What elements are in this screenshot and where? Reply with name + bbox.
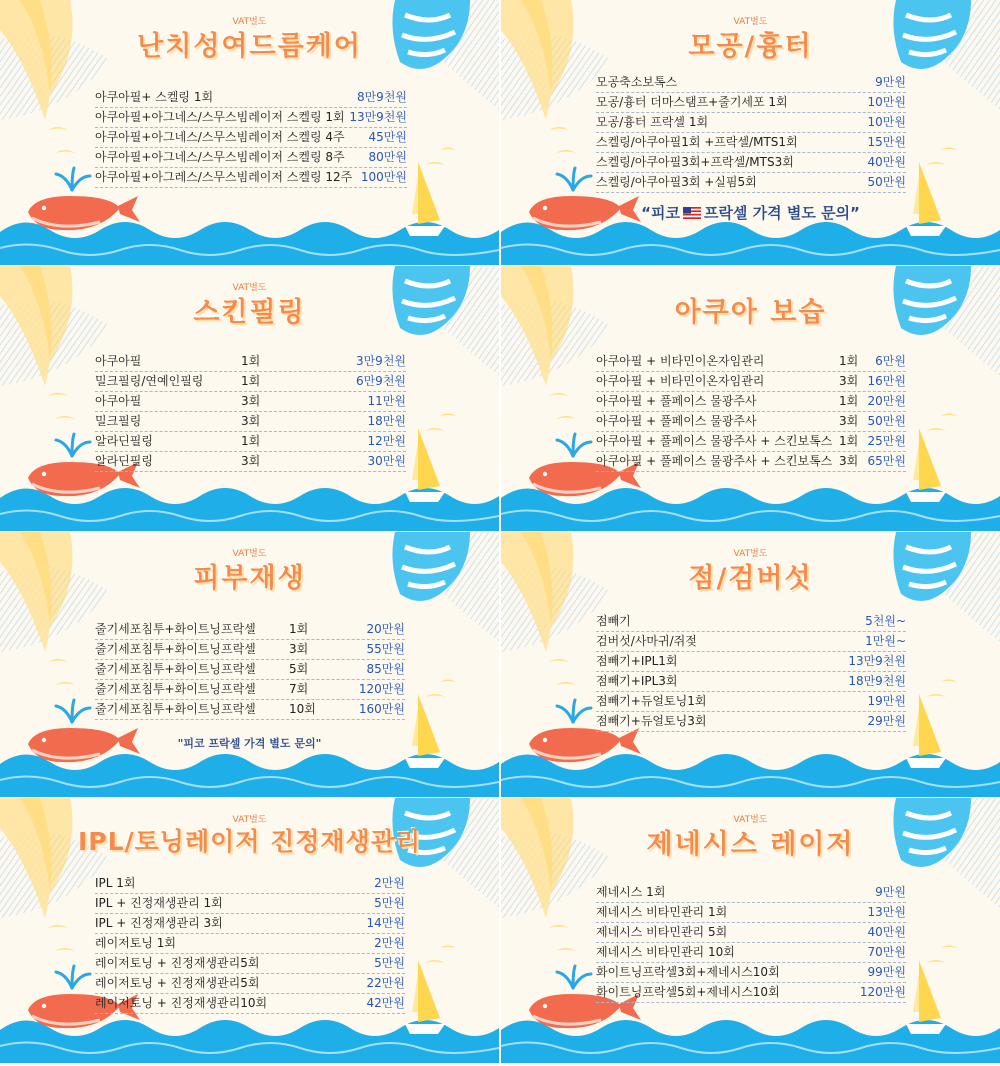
water-spout xyxy=(56,966,90,988)
price-row xyxy=(596,612,906,632)
item-price: 40만원 xyxy=(867,925,906,939)
item-name: 레이저토닝 + 진정재생관리5회 xyxy=(95,956,260,970)
vat-label: VAT별도 xyxy=(733,815,768,825)
price-row xyxy=(596,672,906,692)
item-price: 5만원 xyxy=(374,896,405,910)
vat-label: VAT별도 xyxy=(232,815,267,825)
item-price: 29만원 xyxy=(867,714,906,728)
price-list xyxy=(95,620,405,720)
price-row xyxy=(596,173,906,193)
item-name: 아쿠아필+ 스켈링 1회 xyxy=(95,90,214,104)
item-count: 3회 xyxy=(289,642,309,656)
item-name: 점빼기+듀얼토닝3회 xyxy=(596,714,707,728)
item-count: 1회 xyxy=(241,374,261,388)
panel-skin-peeling xyxy=(0,266,499,532)
item-name: 레이저토닝 + 진정재생관리5회 xyxy=(95,976,260,990)
item-name: 스켈링/아쿠아필3회+프락셀/MTS3회 xyxy=(596,155,794,169)
price-row xyxy=(95,914,405,934)
item-count: 1회 xyxy=(241,434,261,448)
item-count: 3회 xyxy=(839,374,859,388)
price-list xyxy=(596,352,906,472)
item-price: 25만원 xyxy=(867,434,906,448)
item-name: 제네시스 비타민관리 5회 xyxy=(596,925,728,939)
item-name: 점빼기+IPL1회 xyxy=(596,654,678,668)
price-row xyxy=(596,93,906,113)
price-row xyxy=(95,392,406,412)
item-name: 제네시스 비타민관리 1회 xyxy=(596,905,728,919)
item-name: 알라딘필링 xyxy=(95,454,153,468)
vat-label: VAT별도 xyxy=(733,549,768,559)
item-price: 20만원 xyxy=(867,394,906,408)
inquiry-note: "피코 프락셀 가격 별도 문의" xyxy=(177,737,322,750)
item-name: 줄기세포침투+화이트닝프락셀 xyxy=(95,682,256,696)
item-name: IPL 1회 xyxy=(95,876,136,890)
item-price: 45만원 xyxy=(368,130,407,144)
item-price: 160만원 xyxy=(358,702,405,716)
item-price: 65만원 xyxy=(867,454,906,468)
price-row xyxy=(95,432,406,452)
panel-moles-spots xyxy=(501,532,1000,798)
item-price: 14만원 xyxy=(366,916,405,930)
item-price: 100만원 xyxy=(360,170,407,184)
item-count: 5회 xyxy=(289,662,309,676)
item-price: 16만원 xyxy=(867,374,906,388)
panel-ipl-toning xyxy=(0,798,499,1064)
item-count: 3회 xyxy=(241,394,261,408)
item-name: 아쿠아필 + 풀페이스 물광주사 + 스킨보톡스 xyxy=(596,434,833,448)
item-name: 아쿠아필 xyxy=(95,354,142,368)
item-name: 아쿠아필 + 풀페이스 물광주사 xyxy=(596,414,757,428)
item-count: 3회 xyxy=(241,454,261,468)
price-row xyxy=(95,994,405,1014)
panel-title: IPL/토닝레이저 진정재생관리 xyxy=(77,827,422,856)
price-row xyxy=(95,372,406,392)
panel-title: 모공/흉터 xyxy=(688,31,813,62)
item-count: 7회 xyxy=(289,682,309,696)
price-row xyxy=(596,712,906,732)
price-row xyxy=(95,934,405,954)
water-spout xyxy=(56,168,90,190)
item-name: 스켈링/아쿠아필3회 +실핌5회 xyxy=(596,175,757,189)
vat-label: VAT별도 xyxy=(232,283,267,293)
item-name: IPL + 진정재생관리 3회 xyxy=(95,916,223,930)
price-row xyxy=(95,352,406,372)
item-price: 6만원 xyxy=(875,354,906,368)
item-name: 화이트닝프락셀3회+제네시스10회 xyxy=(596,965,780,979)
price-row xyxy=(596,372,906,392)
item-price: 30만원 xyxy=(367,454,406,468)
panel-pores-scars xyxy=(501,0,1000,266)
note-prefix: “피코 xyxy=(641,204,680,222)
item-price: 20만원 xyxy=(366,622,405,636)
vat-label: VAT별도 xyxy=(232,17,267,27)
price-row xyxy=(596,392,906,412)
item-price: 13만9천원 xyxy=(349,110,407,124)
item-name: 점빼기+듀얼토닝1회 xyxy=(596,694,707,708)
item-name: 아쿠아필 xyxy=(95,394,142,408)
us-flag-icon xyxy=(683,207,701,219)
item-name: 아쿠아필+아그네스/스무스빔레이저 스켈링 1회 xyxy=(95,110,345,124)
vat-label: VAT별도 xyxy=(733,17,768,27)
item-price: 5천원~ xyxy=(865,614,906,628)
item-name: 줄기세포침투+화이트닝프락셀 xyxy=(95,662,256,676)
item-price: 50만원 xyxy=(867,414,906,428)
item-name: 아쿠아필+아그네스/스무스빔레이저 스켈링 8주 xyxy=(95,150,345,164)
item-name: IPL + 진정재생관리 1회 xyxy=(95,896,223,910)
price-row xyxy=(95,874,405,894)
panel-title: 피부재생 xyxy=(193,563,306,594)
item-price: 99만원 xyxy=(867,965,906,979)
price-list xyxy=(95,352,406,472)
price-row xyxy=(95,640,405,660)
item-name: 점빼기 xyxy=(596,614,631,628)
item-price: 55만원 xyxy=(366,642,405,656)
price-row xyxy=(95,974,405,994)
item-price: 13만원 xyxy=(867,905,906,919)
item-count: 1회 xyxy=(839,354,859,368)
price-row xyxy=(95,954,405,974)
price-list xyxy=(95,88,407,188)
item-price: 50만원 xyxy=(867,175,906,189)
item-count: 1회 xyxy=(839,394,859,408)
price-row xyxy=(596,412,906,432)
item-price: 10만원 xyxy=(867,115,906,129)
panel-aqua-moisture xyxy=(501,266,1000,532)
item-name: 밀크필링/연예인필링 xyxy=(95,374,204,388)
price-row xyxy=(596,943,906,963)
item-name: 레이저토닝 + 진정재생관리10회 xyxy=(95,996,268,1010)
item-name: 아쿠아필 + 비타민이온자임관리 xyxy=(596,354,765,368)
price-row xyxy=(596,652,906,672)
water-spout xyxy=(557,700,591,722)
item-name: 아쿠아필+아그네스/스무스빔레이저 스켈링 4주 xyxy=(95,130,345,144)
price-row xyxy=(596,432,906,452)
item-name: 검버섯/사마귀/쥐젖 xyxy=(596,634,697,648)
item-price: 40만원 xyxy=(867,155,906,169)
price-row xyxy=(95,894,405,914)
price-row xyxy=(596,883,906,903)
item-name: 스켈링/아쿠아필1회 +프락셀/MTS1회 xyxy=(596,135,798,149)
price-row xyxy=(95,168,407,188)
water-spout xyxy=(557,434,591,456)
price-row xyxy=(95,412,406,432)
item-name: 제네시스 1회 xyxy=(596,885,666,899)
price-row xyxy=(95,700,405,720)
water-spout xyxy=(56,434,90,456)
price-row xyxy=(596,692,906,712)
water-spout xyxy=(56,700,90,722)
item-name: 화이트닝프락셀5회+제네시스10회 xyxy=(596,985,780,999)
item-name: 줄기세포침투+화이트닝프락셀 xyxy=(95,642,256,656)
price-row xyxy=(596,73,906,93)
item-count: 1회 xyxy=(289,622,309,636)
price-row xyxy=(95,620,405,640)
item-price: 80만원 xyxy=(368,150,407,164)
panel-title: 난치성여드름케어 xyxy=(137,31,362,62)
item-price: 10만원 xyxy=(867,95,906,109)
item-count: 3회 xyxy=(839,454,859,468)
item-price: 12만원 xyxy=(367,434,406,448)
note-suffix: 프락셀 가격 별도 문의” xyxy=(703,204,860,222)
item-name: 밀크필링 xyxy=(95,414,142,428)
item-price: 8만9천원 xyxy=(356,90,407,104)
price-list xyxy=(596,883,906,1003)
price-row xyxy=(95,148,407,168)
item-name: 제네시스 비타민관리 10회 xyxy=(596,945,735,959)
price-row xyxy=(596,153,906,173)
price-row xyxy=(95,108,407,128)
vat-label: VAT별도 xyxy=(232,549,267,559)
water-spout xyxy=(557,168,591,190)
item-name: 알라딘필링 xyxy=(95,434,153,448)
price-row xyxy=(596,983,906,1003)
item-price: 18만원 xyxy=(367,414,406,428)
item-price: 6만9천원 xyxy=(355,374,406,388)
price-row xyxy=(596,113,906,133)
panel-title: 점/검버섯 xyxy=(688,563,813,594)
item-count: 1회 xyxy=(241,354,261,368)
price-list xyxy=(95,874,405,1014)
item-price: 120만원 xyxy=(859,985,906,999)
price-row xyxy=(95,660,405,680)
item-name: 모공/흉터 더마스탬프+줄기세포 1회 xyxy=(596,95,788,109)
item-price: 2만원 xyxy=(374,876,405,890)
panel-title: 아쿠아 보습 xyxy=(674,297,827,328)
price-row xyxy=(95,128,407,148)
item-name: 줄기세포침투+화이트닝프락셀 xyxy=(95,702,256,716)
item-name: 아쿠아필 + 풀페이스 물광주사 xyxy=(596,394,757,408)
item-count: 10회 xyxy=(289,702,316,716)
price-row xyxy=(596,923,906,943)
item-price: 5만원 xyxy=(374,956,405,970)
inquiry-note xyxy=(501,202,1000,223)
panel-skin-regeneration xyxy=(0,532,499,798)
item-price: 15만원 xyxy=(867,135,906,149)
item-name: 아쿠아필+아그레스/스무스빔레이저 스켈링 12주 xyxy=(95,170,353,184)
item-name: 레이저토닝 1회 xyxy=(95,936,177,950)
item-price: 18만9천원 xyxy=(848,674,906,688)
price-row xyxy=(596,903,906,923)
panel-acne-care xyxy=(0,0,499,266)
item-price: 85만원 xyxy=(366,662,405,676)
item-name: 모공/흉터 프락셀 1회 xyxy=(596,115,709,129)
price-row xyxy=(596,352,906,372)
item-price: 70만원 xyxy=(867,945,906,959)
price-list xyxy=(596,73,906,193)
item-name: 아쿠아필 + 비타민이온자임관리 xyxy=(596,374,765,388)
item-count: 1회 xyxy=(839,434,859,448)
item-name: 줄기세포침투+화이트닝프락셀 xyxy=(95,622,256,636)
panel-genesis-laser xyxy=(501,798,1000,1064)
panel-title: 스킨필링 xyxy=(193,297,306,328)
water-spout xyxy=(557,966,591,988)
item-name: 아쿠아필 + 풀페이스 물광주사 + 스킨보톡스 xyxy=(596,454,833,468)
item-price: 3만9천원 xyxy=(355,354,406,368)
item-price: 120만원 xyxy=(358,682,405,696)
item-price: 9만원 xyxy=(875,75,906,89)
item-count: 3회 xyxy=(839,414,859,428)
item-name: 점빼기+IPL3회 xyxy=(596,674,678,688)
item-price: 11만원 xyxy=(367,394,406,408)
price-list xyxy=(596,612,906,732)
item-price: 13만9천원 xyxy=(848,654,906,668)
price-row xyxy=(95,680,405,700)
item-count: 3회 xyxy=(241,414,261,428)
item-price: 19만원 xyxy=(867,694,906,708)
price-row xyxy=(596,963,906,983)
item-price: 42만원 xyxy=(366,996,405,1010)
price-row xyxy=(95,452,406,472)
item-price: 1만원~ xyxy=(865,634,906,648)
price-row xyxy=(596,133,906,153)
price-row xyxy=(95,88,407,108)
item-name: 모공축소보톡스 xyxy=(596,75,678,89)
item-price: 22만원 xyxy=(366,976,405,990)
panel-title: 제네시스 레이저 xyxy=(646,829,855,860)
item-price: 2만원 xyxy=(374,936,405,950)
price-row xyxy=(596,632,906,652)
item-price: 9만원 xyxy=(875,885,906,899)
price-row xyxy=(596,452,906,472)
